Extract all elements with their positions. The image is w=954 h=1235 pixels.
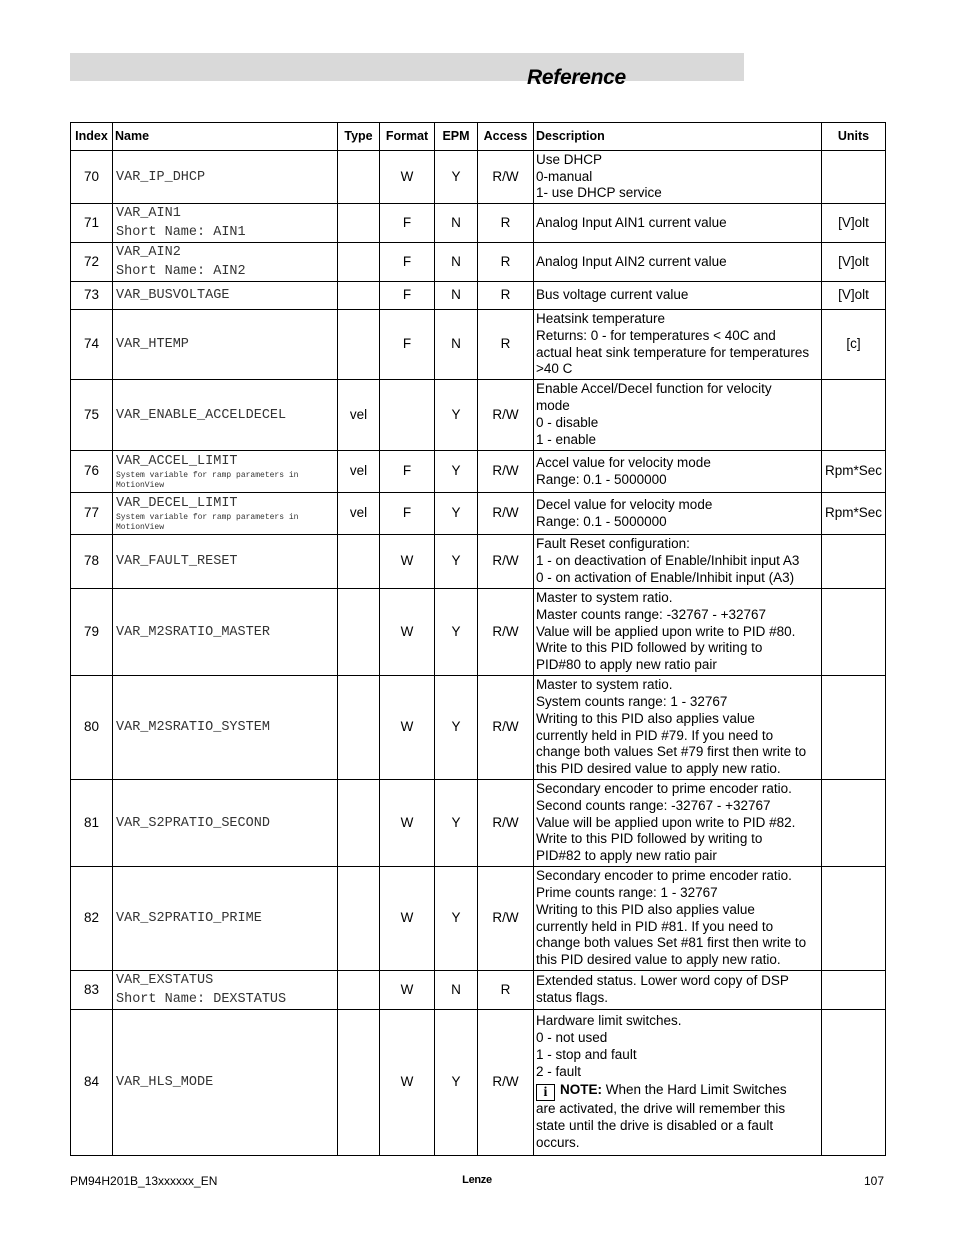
table-row bbox=[71, 204, 886, 243]
cell-index: 74 bbox=[71, 310, 113, 380]
cell-description bbox=[534, 151, 822, 204]
cell-access: R/W bbox=[478, 493, 534, 535]
description-line: Analog Input AIN2 current value bbox=[536, 253, 727, 269]
description-line: Extended status. Lower word copy of DSP bbox=[536, 973, 789, 989]
description-line: Enable Accel/Decel function for velocity bbox=[536, 381, 772, 397]
table-row bbox=[71, 243, 886, 282]
cell-access: R/W bbox=[478, 676, 534, 780]
cell-format: W bbox=[380, 1010, 435, 1156]
cell-epm: Y bbox=[435, 151, 478, 204]
cell-type bbox=[338, 971, 380, 1010]
cell-type: vel bbox=[338, 493, 380, 535]
name-note-line: System variable for ramp parameters in bbox=[116, 513, 299, 522]
name-line: VAR_AIN1 bbox=[116, 206, 181, 221]
description-line: Write to this PID followed by writing to bbox=[536, 640, 763, 656]
cell-index: 78 bbox=[71, 535, 113, 589]
footer-page-number: 107 bbox=[863, 1174, 884, 1188]
description-line: 0 - disable bbox=[536, 415, 599, 430]
cell-access: R/W bbox=[478, 151, 534, 204]
cell-access: R/W bbox=[478, 589, 534, 676]
description-line: Returns: 0 - for temperatures < 40C and bbox=[536, 327, 776, 343]
cell-epm: Y bbox=[435, 1010, 478, 1156]
description-line: Value will be applied upon write to PID #80. bbox=[536, 623, 796, 639]
note-line bbox=[536, 1082, 820, 1101]
cell-access: R bbox=[478, 310, 534, 380]
cell-type bbox=[338, 676, 380, 780]
cell-units bbox=[822, 1010, 886, 1156]
cell-name bbox=[113, 310, 338, 380]
cell-epm: N bbox=[435, 282, 478, 310]
description-line: Master counts range: -32767 - +32767 bbox=[536, 606, 767, 622]
col-header-name: Name bbox=[113, 123, 338, 151]
cell-epm: N bbox=[435, 243, 478, 282]
description-line: Prime counts range: 1 - 32767 bbox=[536, 884, 718, 900]
cell-type bbox=[338, 589, 380, 676]
note-text-line: occurs. bbox=[536, 1134, 580, 1150]
description-line: Secondary encoder to prime encoder ratio. bbox=[536, 781, 792, 796]
description-line: Bus voltage current value bbox=[536, 287, 689, 303]
cell-description bbox=[534, 867, 822, 971]
cell-index: 71 bbox=[71, 204, 113, 243]
name-line: Short Name: DEXSTATUS bbox=[116, 992, 287, 1007]
cell-units: [V]olt bbox=[822, 204, 886, 243]
table-row bbox=[71, 780, 886, 867]
cell-type bbox=[338, 1010, 380, 1156]
cell-type bbox=[338, 243, 380, 282]
cell-format: F bbox=[380, 204, 435, 243]
cell-index: 76 bbox=[71, 451, 113, 493]
cell-format: F bbox=[380, 493, 435, 535]
col-header-format: Format bbox=[380, 123, 435, 151]
cell-name bbox=[113, 451, 338, 493]
cell-epm: Y bbox=[435, 380, 478, 451]
description-line: Use DHCP bbox=[536, 151, 603, 167]
description-line: currently held in PID #79. If you need to bbox=[536, 727, 774, 743]
cell-type bbox=[338, 535, 380, 589]
cell-access: R/W bbox=[478, 380, 534, 451]
description-line: 1 - stop and fault bbox=[536, 1046, 637, 1062]
cell-epm: N bbox=[435, 204, 478, 243]
description-line: Range: 0.1 - 5000000 bbox=[536, 471, 667, 487]
description-line: this PID desired value to apply new ratio. bbox=[536, 952, 781, 968]
cell-description bbox=[534, 310, 822, 380]
cell-name bbox=[113, 380, 338, 451]
table-row bbox=[71, 1010, 886, 1156]
description-line: Heatsink temperature bbox=[536, 310, 666, 326]
cell-index: 73 bbox=[71, 282, 113, 310]
description-line: System counts range: 1 - 32767 bbox=[536, 693, 728, 709]
cell-index: 80 bbox=[71, 676, 113, 780]
cell-units bbox=[822, 676, 886, 780]
table-row bbox=[71, 282, 886, 310]
cell-name bbox=[113, 971, 338, 1010]
description-line: 0 - on activation of Enable/Inhibit input (A3) bbox=[536, 569, 795, 585]
name-line: VAR_S2PRATIO_SECOND bbox=[116, 815, 270, 831]
description-line: status flags. bbox=[536, 990, 609, 1005]
cell-name bbox=[113, 204, 338, 243]
cell-description bbox=[534, 589, 822, 676]
description-line: Decel value for velocity mode bbox=[536, 496, 713, 512]
cell-format: W bbox=[380, 589, 435, 676]
page-title: Reference bbox=[527, 66, 626, 89]
cell-name bbox=[113, 493, 338, 535]
cell-access: R bbox=[478, 282, 534, 310]
cell-units: [c] bbox=[822, 310, 886, 380]
cell-access: R/W bbox=[478, 535, 534, 589]
description-line: change both values Set #79 first then write to bbox=[536, 744, 807, 760]
cell-description bbox=[534, 204, 822, 243]
cell-units bbox=[822, 780, 886, 867]
cell-type bbox=[338, 204, 380, 243]
cell-index: 81 bbox=[71, 780, 113, 867]
cell-access: R bbox=[478, 204, 534, 243]
table-row bbox=[71, 380, 886, 451]
cell-description bbox=[534, 1010, 822, 1156]
parameter-table bbox=[70, 122, 886, 1156]
cell-units: [V]olt bbox=[822, 282, 886, 310]
cell-epm: Y bbox=[435, 535, 478, 589]
cell-index: 84 bbox=[71, 1010, 113, 1156]
cell-epm: N bbox=[435, 310, 478, 380]
cell-format: W bbox=[380, 676, 435, 780]
cell-type bbox=[338, 282, 380, 310]
cell-index: 77 bbox=[71, 493, 113, 535]
table-row bbox=[71, 676, 886, 780]
cell-type: vel bbox=[338, 380, 380, 451]
cell-format: F bbox=[380, 451, 435, 493]
name-line: VAR_IP_DHCP bbox=[116, 169, 206, 185]
cell-units: Rpm*Sec bbox=[822, 493, 886, 535]
cell-epm: Y bbox=[435, 451, 478, 493]
description-line: Second counts range: -32767 - +32767 bbox=[536, 797, 771, 813]
name-line: Short Name: AIN2 bbox=[116, 264, 246, 279]
cell-description bbox=[534, 282, 822, 310]
table-row bbox=[71, 971, 886, 1010]
name-line: VAR_AIN2 bbox=[116, 245, 181, 260]
col-header-epm: EPM bbox=[435, 123, 478, 151]
cell-units bbox=[822, 971, 886, 1010]
cell-format: F bbox=[380, 243, 435, 282]
note-text: When the Hard Limit Switches bbox=[605, 1082, 787, 1098]
description-line: Master to system ratio. bbox=[536, 590, 673, 605]
cell-access: R/W bbox=[478, 867, 534, 971]
description-line: Writing to this PID also applies value bbox=[536, 901, 755, 917]
name-line: VAR_ENABLE_ACCELDECEL bbox=[116, 407, 287, 423]
cell-name bbox=[113, 589, 338, 676]
cell-epm: Y bbox=[435, 589, 478, 676]
cell-units bbox=[822, 867, 886, 971]
cell-units bbox=[822, 380, 886, 451]
table-row bbox=[71, 151, 886, 204]
cell-format bbox=[380, 380, 435, 451]
description-line: Value will be applied upon write to PID #82. bbox=[536, 814, 796, 830]
name-line: VAR_M2SRATIO_MASTER bbox=[116, 624, 270, 640]
name-line: VAR_FAULT_RESET bbox=[116, 554, 238, 569]
description-line: Fault Reset configuration: bbox=[536, 536, 690, 552]
cell-description bbox=[534, 676, 822, 780]
description-line: Hardware limit switches. bbox=[536, 1013, 682, 1029]
cell-name bbox=[113, 676, 338, 780]
cell-access: R/W bbox=[478, 1010, 534, 1156]
cell-description bbox=[534, 243, 822, 282]
description-line: 0 - not used bbox=[536, 1030, 608, 1045]
cell-format: F bbox=[380, 310, 435, 380]
cell-description bbox=[534, 451, 822, 493]
table-row bbox=[71, 493, 886, 535]
cell-format: W bbox=[380, 151, 435, 204]
cell-type: vel bbox=[338, 451, 380, 493]
description-line: Secondary encoder to prime encoder ratio. bbox=[536, 868, 792, 884]
cell-description bbox=[534, 493, 822, 535]
description-line: actual heat sink temperature for temperatures bbox=[536, 344, 810, 360]
cell-format: W bbox=[380, 535, 435, 589]
cell-name bbox=[113, 867, 338, 971]
name-line: VAR_M2SRATIO_SYSTEM bbox=[116, 720, 270, 735]
description-line: PID#82 to apply new ratio pair bbox=[536, 848, 717, 864]
note-text-line: are activated, the drive will remember this bbox=[536, 1101, 786, 1117]
description-line: Range: 0.1 - 5000000 bbox=[536, 513, 667, 529]
description-line: >40 C bbox=[536, 361, 573, 377]
cell-access: R/W bbox=[478, 451, 534, 493]
cell-index: 83 bbox=[71, 971, 113, 1010]
cell-type bbox=[338, 867, 380, 971]
cell-units bbox=[822, 151, 886, 204]
cell-epm: Y bbox=[435, 676, 478, 780]
cell-index: 82 bbox=[71, 867, 113, 971]
name-line: VAR_DECEL_LIMIT bbox=[116, 496, 238, 511]
cell-index: 75 bbox=[71, 380, 113, 451]
cell-format: W bbox=[380, 867, 435, 971]
cell-type bbox=[338, 780, 380, 867]
name-line: Short Name: AIN1 bbox=[116, 225, 246, 240]
cell-description bbox=[534, 780, 822, 867]
name-note-line: MotionView bbox=[116, 523, 165, 532]
header-bar bbox=[70, 53, 744, 81]
description-line: 2 - fault bbox=[536, 1063, 582, 1079]
cell-units bbox=[822, 589, 886, 676]
description-line: this PID desired value to apply new ratio. bbox=[536, 761, 781, 777]
cell-units bbox=[822, 535, 886, 589]
table-row bbox=[71, 451, 886, 493]
cell-index: 72 bbox=[71, 243, 113, 282]
cell-format: W bbox=[380, 971, 435, 1010]
col-header-type: Type bbox=[338, 123, 380, 151]
col-header-description: Description bbox=[534, 123, 822, 151]
name-line: VAR_S2PRATIO_PRIME bbox=[116, 911, 262, 926]
cell-epm: N bbox=[435, 971, 478, 1010]
cell-type bbox=[338, 310, 380, 380]
description-line: change both values Set #81 first then write to bbox=[536, 935, 807, 951]
cell-units: Rpm*Sec bbox=[822, 451, 886, 493]
description-line: mode bbox=[536, 398, 570, 414]
table-row bbox=[71, 867, 886, 971]
table-row bbox=[71, 535, 886, 589]
cell-access: R bbox=[478, 243, 534, 282]
description-line: Writing to this PID also applies value bbox=[536, 710, 755, 726]
name-note-line: System variable for ramp parameters in bbox=[116, 471, 299, 480]
cell-epm: Y bbox=[435, 493, 478, 535]
description-line: 1 - on deactivation of Enable/Inhibit input A3 bbox=[536, 553, 800, 569]
cell-name bbox=[113, 282, 338, 310]
cell-format: W bbox=[380, 780, 435, 867]
cell-access: R bbox=[478, 971, 534, 1010]
col-header-index: Index bbox=[71, 123, 113, 151]
cell-name bbox=[113, 535, 338, 589]
name-line: VAR_HLS_MODE bbox=[116, 1075, 214, 1090]
cell-description bbox=[534, 535, 822, 589]
cell-access: R/W bbox=[478, 780, 534, 867]
table-header-row bbox=[71, 123, 886, 151]
name-line: VAR_HTEMP bbox=[116, 337, 189, 352]
cell-units: [V]olt bbox=[822, 243, 886, 282]
name-line: VAR_BUSVOLTAGE bbox=[116, 288, 230, 303]
cell-description bbox=[534, 971, 822, 1010]
col-header-access: Access bbox=[478, 123, 534, 151]
description-line: Master to system ratio. bbox=[536, 677, 673, 693]
footer-doc-id: PM94H201B_13xxxxxx_EN bbox=[70, 1174, 218, 1188]
cell-index: 70 bbox=[71, 151, 113, 204]
description-line: Analog Input AIN1 current value bbox=[536, 214, 727, 230]
description-line: 1 - enable bbox=[536, 431, 597, 447]
description-line: Write to this PID followed by writing to bbox=[536, 831, 763, 847]
name-line: VAR_ACCEL_LIMIT bbox=[116, 454, 238, 469]
description-line: currently held in PID #81. If you need to bbox=[536, 918, 774, 934]
note-label: NOTE: bbox=[560, 1082, 602, 1098]
footer-brand: Lenze bbox=[462, 1174, 492, 1186]
cell-name bbox=[113, 243, 338, 282]
description-line: 0-manual bbox=[536, 168, 593, 184]
cell-epm: Y bbox=[435, 780, 478, 867]
cell-index: 79 bbox=[71, 589, 113, 676]
cell-name bbox=[113, 151, 338, 204]
table-row bbox=[71, 589, 886, 676]
cell-name bbox=[113, 1010, 338, 1156]
col-header-units: Units bbox=[822, 123, 886, 151]
name-line: VAR_EXSTATUS bbox=[116, 973, 214, 988]
name-note-line: MotionView bbox=[116, 481, 165, 490]
cell-name bbox=[113, 780, 338, 867]
cell-format: F bbox=[380, 282, 435, 310]
cell-type bbox=[338, 151, 380, 204]
table-row bbox=[71, 310, 886, 380]
description-line: PID#80 to apply new ratio pair bbox=[536, 657, 717, 673]
description-line: 1- use DHCP service bbox=[536, 185, 662, 201]
info-icon: i bbox=[536, 1084, 555, 1101]
description-line: Accel value for velocity mode bbox=[536, 454, 711, 470]
note-text-line: state until the drive is disabled or a fault bbox=[536, 1118, 774, 1134]
cell-epm: Y bbox=[435, 867, 478, 971]
cell-description bbox=[534, 380, 822, 451]
